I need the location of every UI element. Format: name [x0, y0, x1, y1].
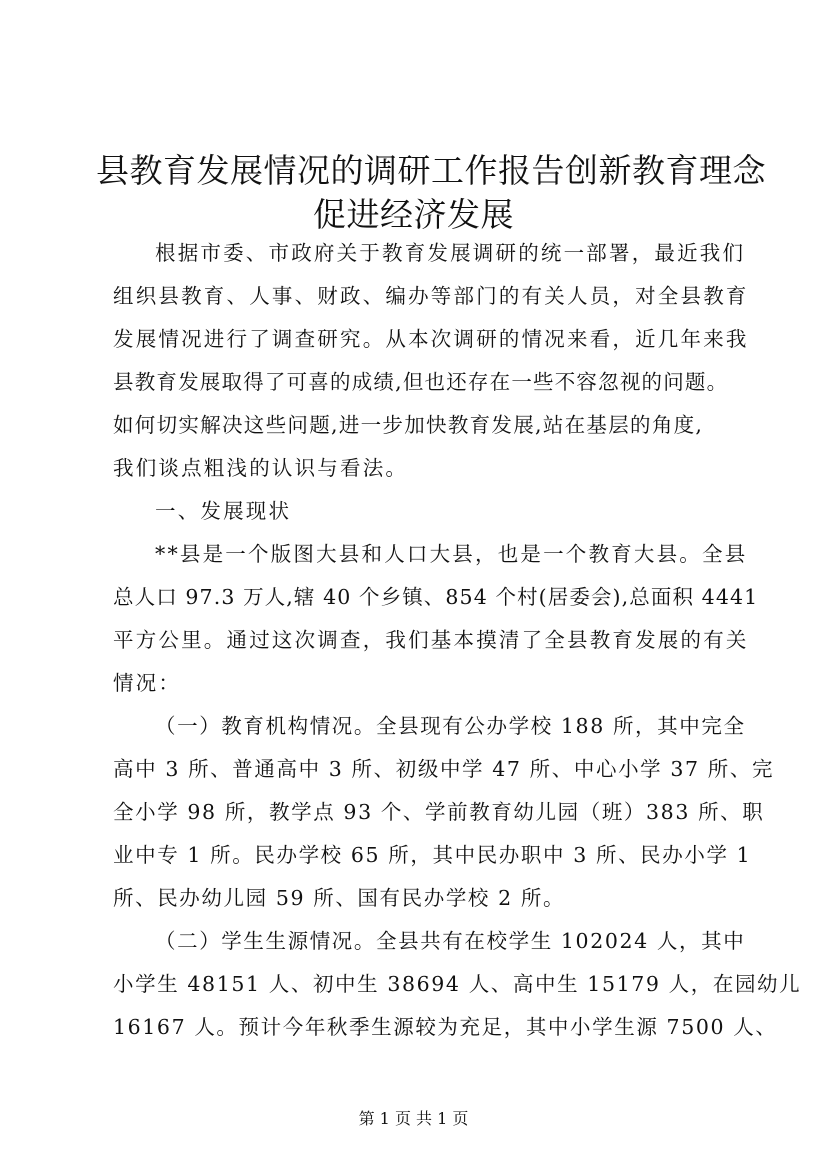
- paragraph-line: 高中 3 所、普通高中 3 所、初级中学 47 所、中心小学 37 所、完: [113, 757, 775, 781]
- paragraph-line: 如何切实解决这些问题,进一步加快教育发展,站在基层的角度,: [113, 413, 704, 437]
- paragraph-line: 根据市委、市政府关于教育发展调研的统一部署，最近我们: [155, 241, 746, 265]
- paragraph-line: （二）学生生源情况。全县共有在校学生 102024 人，其中: [155, 929, 746, 953]
- paragraph-line: 总人口 97.3 万人,辖 40 个乡镇、854 个村(居委会),总面积 4441: [113, 585, 759, 609]
- paragraph-line: 16167 人。预计今年秋季生源较为充足，其中小学生源 7500 人、: [113, 1015, 778, 1039]
- paragraph-line: 业中专 1 所。民办学校 65 所，其中民办职中 3 所、民办小学 1: [113, 843, 752, 867]
- paragraph-line: 平方公里。通过这次调查，我们基本摸清了全县教育发展的有关: [113, 628, 749, 652]
- paragraph-line: 小学生 48151 人、初中生 38694 人、高中生 15179 人，在园幼儿: [113, 972, 802, 996]
- paragraph-line: 我们谈点粗浅的认识与看法。: [113, 456, 409, 480]
- paragraph-line: 情况：: [113, 671, 182, 695]
- document-title-line-1: 县教育发展情况的调研工作报告创新教育理念: [96, 151, 766, 190]
- paragraph-line: 组织县教育、人事、财政、编办等部门的有关人员，对全县教育: [113, 284, 749, 308]
- document-title-line-2: 促进经济发展: [313, 195, 514, 234]
- section-heading: 一、发展现状: [155, 499, 292, 523]
- paragraph-line: 全小学 98 所，教学点 93 个、学前教育幼儿园（班）383 所、职: [113, 800, 765, 824]
- paragraph-line: 县教育发展取得了可喜的成绩,但也还存在一些不容忽视的问题。: [113, 370, 729, 394]
- paragraph-line: **县是一个版图大县和人口大县，也是一个教育大县。全县: [155, 542, 748, 566]
- paragraph-line: 所、民办幼儿园 59 所、国有民办学校 2 所。: [113, 886, 566, 910]
- paragraph-line: 发展情况进行了调查研究。从本次调研的情况来看，近几年来我: [113, 327, 749, 351]
- page-footer: 第 1 页 共 1 页: [358, 1109, 469, 1128]
- paragraph-line: （一）教育机构情况。全县现有公办学校 188 所，其中完全: [155, 714, 746, 738]
